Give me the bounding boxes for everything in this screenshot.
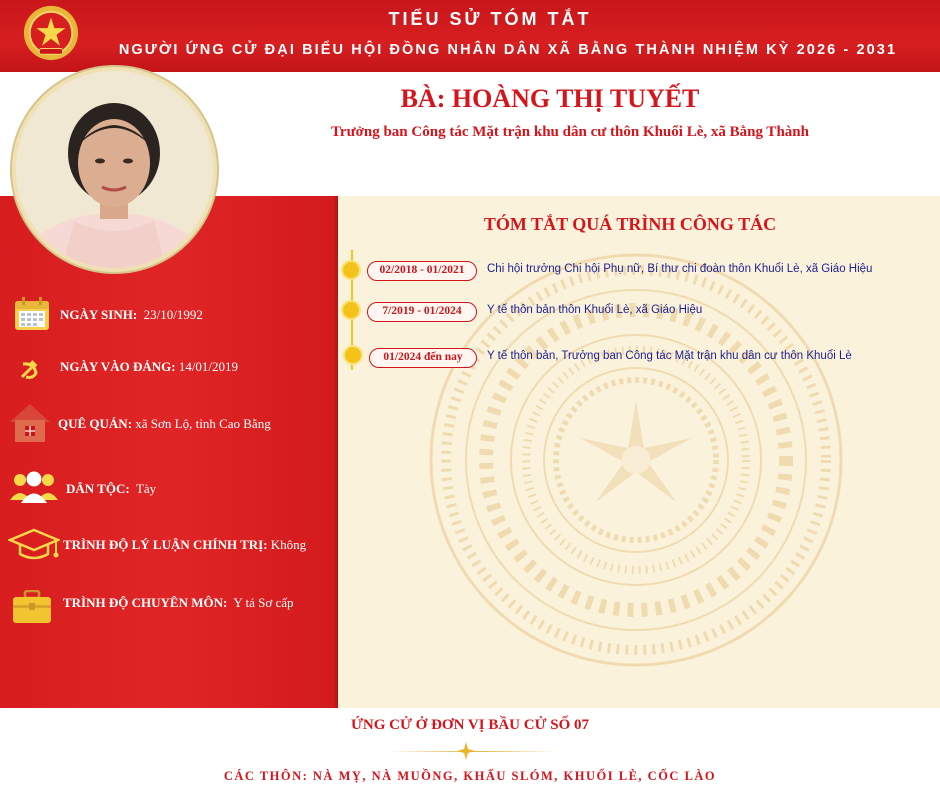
electoral-unit: ỨNG CỬ Ở ĐƠN VỊ BẦU CỬ SỐ 07	[350, 717, 590, 733]
ethnicity-row	[66, 481, 156, 497]
hometown-value: xã Sơn Lộ, tỉnh Cao Bằng	[135, 416, 271, 431]
candidate-portrait	[12, 67, 217, 272]
timeline-description: Y tế thôn bản thôn Khuổi Lè, xã Giáo Hiệu	[487, 304, 703, 316]
graduation-cap-icon	[8, 528, 60, 562]
portrait-photo	[16, 71, 213, 268]
timeline-period: 02/2018 - 01/2021	[367, 261, 477, 281]
work-history-heading: TÓM TẮT QUÁ TRÌNH CÔNG TÁC	[483, 214, 777, 234]
briefcase-icon	[12, 590, 52, 624]
header-band	[0, 0, 940, 72]
candidate-name: BÀ: HOÀNG THỊ TUYẾT	[400, 84, 700, 113]
political-theory-row	[63, 537, 306, 553]
timeline-dot	[343, 262, 359, 278]
profession-row	[63, 595, 294, 611]
party-admission-label: NGÀY VÀO ĐẢNG:	[60, 359, 176, 374]
timeline-period: 7/2019 - 01/2024	[367, 302, 477, 322]
hammer-sickle-icon	[14, 355, 44, 385]
hometown-label: QUÊ QUÁN:	[58, 416, 133, 431]
ethnicity-value: Tày	[135, 481, 157, 496]
document-title: TIỂU SỬ TÓM TẮT	[388, 9, 592, 29]
party-admission-row	[60, 359, 238, 375]
candidate-position: Trưởng ban Công tác Mặt trận khu dân cư thôn Khuổi Lè, xã Bằng Thành	[331, 124, 809, 140]
birth-date-value: 23/10/1992	[143, 307, 203, 322]
profession-label: TRÌNH ĐỘ CHUYÊN MÔN:	[63, 595, 228, 610]
political-theory-label: TRÌNH ĐỘ LÝ LUẬN CHÍNH TRỊ:	[63, 537, 268, 552]
timeline-dot	[343, 302, 359, 318]
party-admission-value: 14/01/2019	[178, 359, 239, 374]
profession-value: Y tá Sơ cấp	[233, 595, 294, 610]
political-theory-value: Không	[270, 537, 307, 552]
ethnicity-label: DÂN TỘC:	[66, 481, 130, 496]
personal-info-panel	[0, 196, 338, 708]
timeline-description: Y tế thôn bản, Trưởng ban Công tác Mặt trận khu dân cư thôn Khuổi Lè	[487, 350, 852, 362]
calendar-icon	[14, 297, 50, 331]
timeline-dot	[345, 347, 361, 363]
villages-list: CÁC THÔN: NÀ MỴ, NÀ MUỒNG, KHẤU SLÓM, KHUỔI LÈ, CỐC LÀO	[223, 769, 717, 783]
house-icon	[8, 402, 52, 444]
birth-date-label: NGÀY SINH:	[60, 307, 138, 322]
people-icon	[10, 470, 58, 504]
timeline-description: Chi hội trưởng Chi hội Phụ nữ, Bí thư chi đoàn thôn Khuổi Lè, xã Giáo Hiệu	[487, 263, 873, 275]
document-subtitle: NGƯỜI ỨNG CỬ ĐẠI BIỂU HỘI ĐỒNG NHÂN DÂN XÃ BẰNG THÀNH NHIỆM KỲ 2026 - 2031	[118, 42, 898, 58]
timeline-period: 01/2024 đến nay	[369, 348, 477, 368]
star-icon	[457, 742, 475, 760]
birth-date-row	[60, 307, 203, 323]
hometown-row	[58, 416, 271, 432]
